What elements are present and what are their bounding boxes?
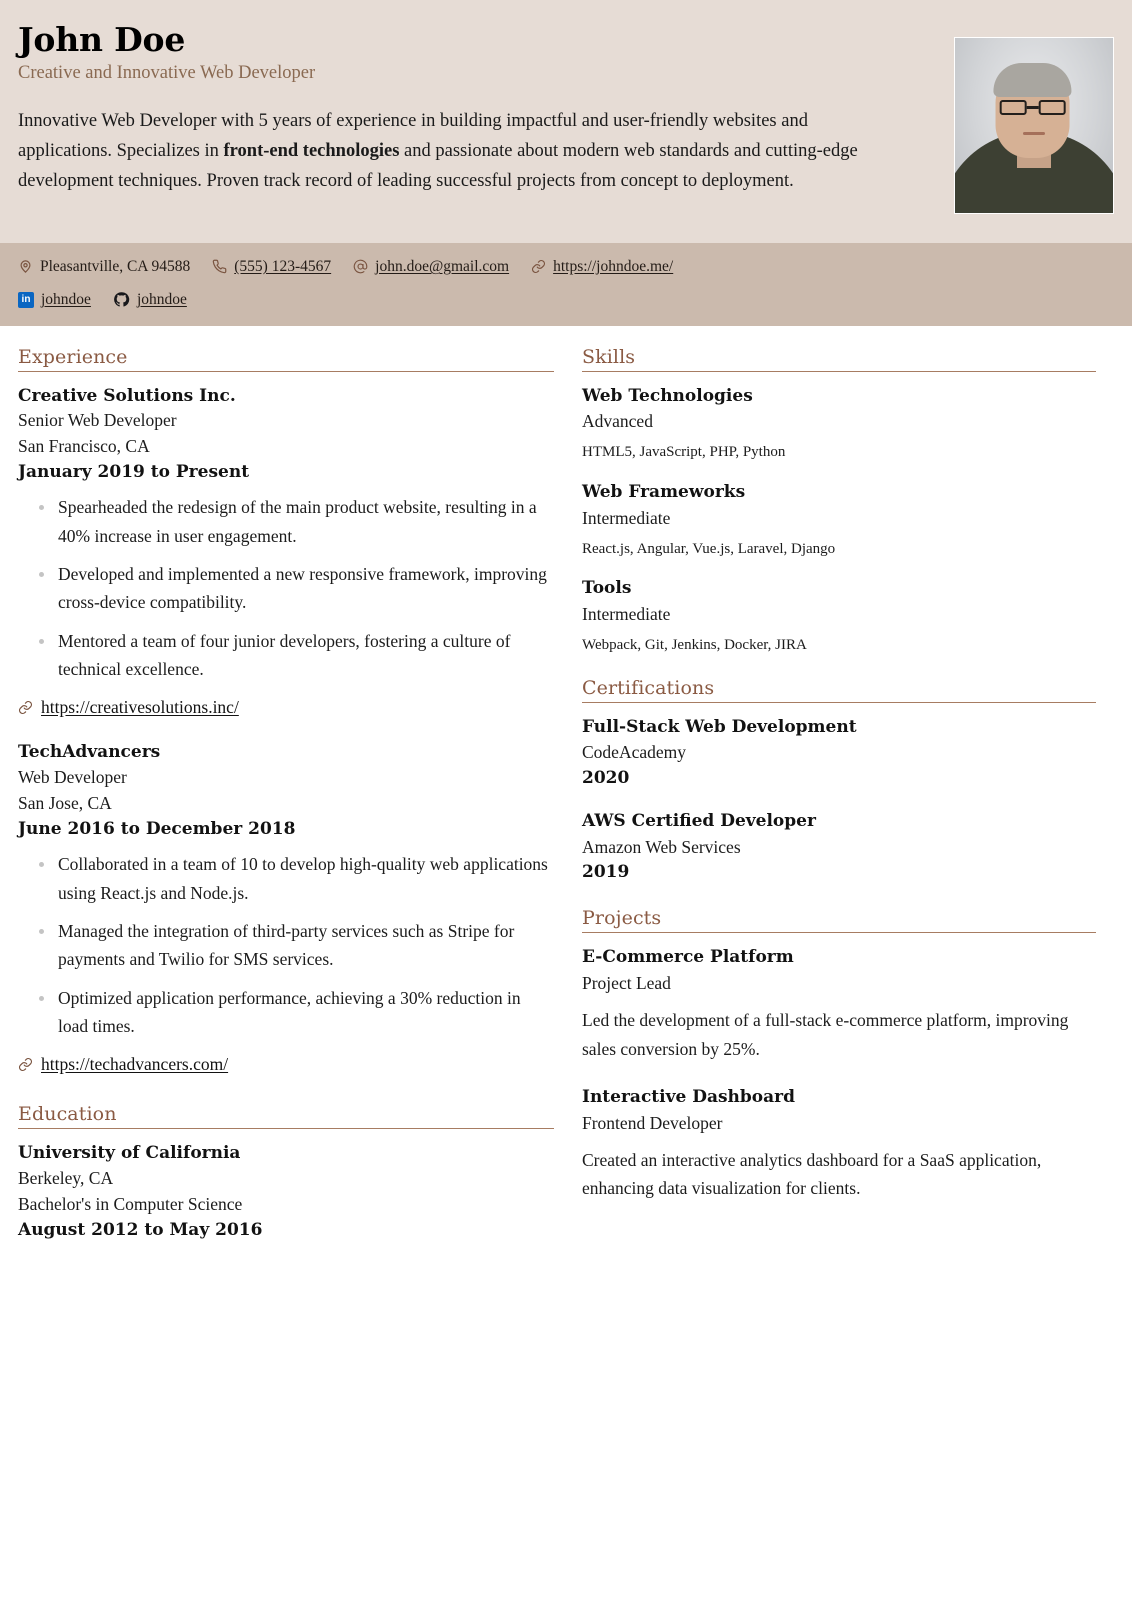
skill-level: Intermediate (582, 507, 671, 528)
section-education (18, 1103, 554, 1243)
project-description: Led the development of a full-stack e-commerce platform, improving sales conversion by 25%. (582, 1010, 1069, 1059)
map-pin-icon (18, 259, 33, 274)
experience-highlights (18, 850, 554, 1040)
certification-entry (582, 715, 1096, 791)
skill-keywords: HTML5, JavaScript, PHP, Python (582, 444, 786, 461)
skill-level: Advanced (582, 411, 653, 432)
resume-header (0, 0, 1132, 243)
experience-url-link[interactable]: https://techadvancers.com/ (41, 1054, 229, 1075)
contact-github-link[interactable]: johndoe (136, 291, 187, 309)
list-item: Spearheaded the redesign of the main product website, resulting in a 40% increase in user engagement. (38, 493, 554, 550)
contact-phone-link[interactable]: (555) 123-4567 (234, 258, 332, 275)
contact-row-primary (18, 255, 1114, 278)
skill-name: Tools (582, 578, 632, 599)
experience-highlights (18, 493, 554, 683)
contact-github[interactable] (113, 288, 187, 311)
project-description: Created an interactive analytics dashboard for a SaaS application, enhancing data visualization for clients. (582, 1149, 1042, 1199)
list-item: Managed the integration of third-party services such as Stripe for payments and Twilio for SMS services. (38, 917, 554, 974)
left-column (18, 346, 554, 1250)
education-institution: University of California (18, 1143, 241, 1164)
header-summary (18, 107, 898, 197)
skill-name: Web Technologies (582, 385, 753, 406)
summary-part-1: Innovative Web Developer with 5 years of experience in building impactful and user-friendly websites and applications. Specializes in (18, 111, 808, 161)
experience-url[interactable] (18, 697, 239, 718)
experience-location: San Francisco, CA (18, 436, 150, 457)
summary-part-2: and passionate about modern web standards and cutting-edge development techniques. Proven track record of leading successful projects from concept to deployment. (18, 140, 858, 191)
link-icon (531, 259, 546, 274)
certification-entry (582, 809, 1096, 885)
experience-dates: January 2019 to Present (18, 461, 250, 482)
contact-linkedin-link[interactable]: johndoe (41, 291, 91, 309)
experience-company: Creative Solutions Inc. (18, 385, 236, 406)
photo-mouth (1023, 132, 1045, 135)
education-dates: August 2012 to May 2016 (18, 1219, 263, 1240)
list-item: Optimized application performance, achieving a 30% reduction in load times. (38, 984, 554, 1041)
contact-location-text: Pleasantville, CA 94588 (40, 258, 191, 275)
experience-url[interactable] (18, 1054, 228, 1075)
experience-entry (18, 384, 554, 721)
certification-name: AWS Certified Developer (582, 811, 816, 832)
header-headline: Creative and Innovative Web Developer (18, 62, 316, 83)
certification-name: Full-Stack Web Development (582, 716, 857, 737)
link-icon (18, 1057, 33, 1072)
experience-dates: June 2016 to December 2018 (18, 818, 296, 839)
certification-issuer: Amazon Web Services (582, 836, 741, 857)
section-experience (18, 346, 554, 1078)
avatar (954, 37, 1114, 214)
glasses-icon (1000, 100, 1066, 115)
education-degree: Bachelor's in Computer Science (18, 1194, 243, 1214)
profile-photo (954, 37, 1114, 214)
skill-entry (582, 480, 1096, 560)
contact-email[interactable] (353, 255, 509, 278)
right-column (582, 346, 1096, 1209)
contact-location (18, 255, 190, 278)
contact-row-social (18, 288, 1114, 311)
link-icon (18, 700, 33, 715)
education-location: Berkeley, CA (18, 1168, 114, 1189)
skill-entry (582, 576, 1096, 656)
project-role: Project Lead (582, 973, 671, 994)
experience-role: Senior Web Developer (18, 410, 177, 431)
list-item: Mentored a team of four junior developers, fostering a culture of technical excellence. (38, 627, 554, 684)
contact-linkedin[interactable] (18, 288, 91, 311)
phone-icon (212, 259, 227, 274)
photo-hair (993, 63, 1071, 97)
resume-body (0, 326, 1132, 1250)
skill-entry (582, 384, 1096, 464)
certification-issuer: CodeAcademy (582, 742, 686, 763)
certification-year: 2020 (582, 767, 630, 788)
section-projects (582, 907, 1096, 1202)
linkedin-icon: in (18, 292, 34, 308)
contact-phone[interactable] (212, 255, 331, 278)
section-title-skills: Skills (582, 346, 1096, 372)
contact-bar (0, 243, 1132, 326)
section-title-certifications: Certifications (582, 677, 1096, 703)
certification-year: 2019 (582, 861, 630, 882)
github-icon (113, 291, 130, 308)
experience-role: Web Developer (18, 767, 127, 788)
skill-name: Web Frameworks (582, 481, 746, 502)
education-entry (18, 1141, 554, 1243)
project-name: E-Commerce Platform (582, 947, 794, 968)
project-entry (582, 1085, 1096, 1203)
contact-email-link[interactable]: john.doe@gmail.com (375, 258, 510, 275)
header-text-block (18, 22, 954, 197)
section-title-experience: Experience (18, 346, 554, 372)
at-sign-icon (353, 259, 368, 274)
contact-website-link[interactable]: https://johndoe.me/ (553, 258, 674, 275)
experience-location: San Jose, CA (18, 793, 112, 814)
experience-entry (18, 740, 554, 1077)
summary-bold-phrase: front-end technologies (223, 140, 400, 161)
section-skills (582, 346, 1096, 657)
project-entry (582, 945, 1096, 1063)
skill-keywords: React.js, Angular, Vue.js, Laravel, Django (582, 540, 836, 557)
page-title: John Doe (18, 20, 186, 59)
experience-company: TechAdvancers (18, 742, 161, 763)
contact-website[interactable] (531, 255, 673, 278)
skill-keywords: Webpack, Git, Jenkins, Docker, JIRA (582, 637, 807, 654)
project-name: Interactive Dashboard (582, 1087, 795, 1108)
section-title-education: Education (18, 1103, 554, 1129)
list-item: Developed and implemented a new responsive framework, improving cross-device compatibility. (38, 560, 554, 617)
section-title-projects: Projects (582, 907, 1096, 933)
skill-level: Intermediate (582, 603, 671, 624)
project-role: Frontend Developer (582, 1112, 723, 1133)
list-item: Collaborated in a team of 10 to develop high-quality web applications using React.js and Node.js. (38, 850, 554, 907)
section-certifications (582, 677, 1096, 886)
experience-url-link[interactable]: https://creativesolutions.inc/ (41, 697, 239, 718)
